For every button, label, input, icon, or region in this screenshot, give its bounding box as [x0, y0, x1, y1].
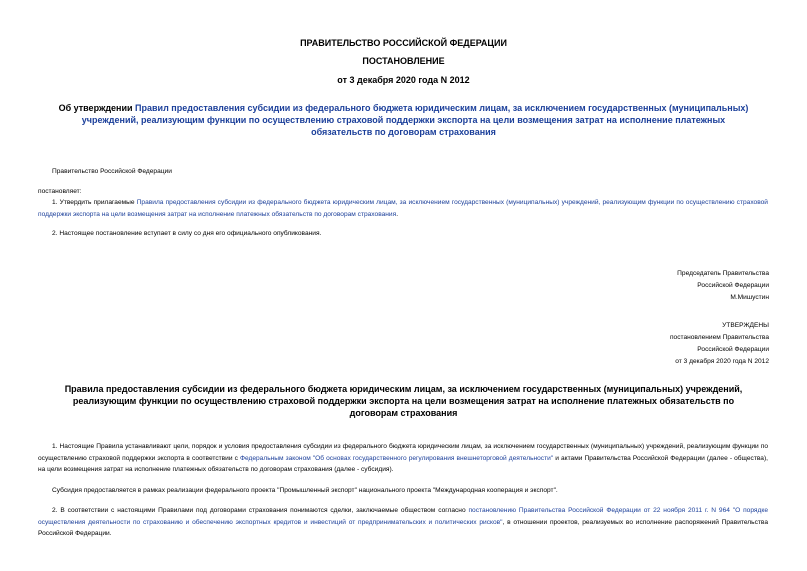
decrees-line: постановляет: [38, 188, 82, 195]
rules-p1-a: 1. Настоящие Правила устанавливают цели, порядок и условия предоставления субсидии из федерального бюджета юридическим лицам, за исключением государственных (муниципальных) учреждений, реализующим функции по осуществлению страховой поддержки экспорта в соответствии с [38, 443, 768, 462]
item-1 [38, 197, 768, 220]
rules-p3-b: , в отношении проектов, реализуемых во исполнение распоряжений Правительства Российской Федерации. [38, 518, 768, 537]
approved-line-1: УТВЕРЖДЕНЫ [722, 322, 769, 329]
document-type: ПОСТАНОВЛЕНИЕ [362, 56, 445, 66]
approved-line-4: от 3 декабря 2020 года N 2012 [675, 358, 769, 365]
document-date-number: от 3 декабря 2020 года N 2012 [337, 75, 470, 85]
rules-link[interactable]: Правила предоставления субсидии из федерального бюджета юридическим лицам, за исключением государственных (муниципальных) учреждений, реализующим функции по осуществлению страховой поддержки экспорта на цели возмещения затрат на исполнение платежных обязательств по договорам страхования [38, 199, 768, 218]
approved-block [670, 320, 769, 368]
rules-paragraph-3 [38, 505, 768, 540]
government-line: Правительство Российской Федерации [52, 168, 172, 175]
rules-paragraph-2: Субсидия предоставляется в рамках реализации федерального проекта "Промышленный экспорт" национального проекта "Международная кооперация и экспорт". [52, 487, 558, 494]
signature-block [677, 268, 769, 304]
title-prefix: Об утверждении [58, 103, 136, 113]
item-1-prefix: 1. Утвердить прилагаемые [52, 199, 137, 206]
title-link[interactable]: Правил предоставления субсидии из федерального бюджета юридическим лицам, за исключением государственных (муниципальных) учреждений, реализующим функции по осуществлению страховой поддержки экспорта на цели возмещения затрат на исполнение платежных обязательств по договорам страхования [81, 103, 749, 137]
rules-p1-b: и актами Правительства Российской Федерации (далее - общества), на цели возмещения затрат на исполнение платежных обязательств по договорам страхования (далее - субсидия). [38, 454, 768, 473]
document-title [58, 102, 749, 138]
federal-law-link[interactable]: Федеральным законом "Об основах государственного регулирования внешнеторговой деятельности" [239, 454, 554, 462]
item-1-suffix: . [396, 210, 399, 218]
resolution-964-link[interactable]: постановлению Правительства Российской Федерации от 22 ноября 2011 г. N 964 [468, 507, 730, 514]
rules-paragraph-1 [38, 441, 768, 476]
resolution-964-title-link[interactable]: "О порядке осуществления деятельности по страхованию и обеспечению экспортных кредитов и инвестиций от предпринимательских и политических рисков" [38, 507, 768, 526]
rules-p3-a: 2. В соответствии с настоящими Правилами под договорами страхования понимаются сделки, заключаемые обществом согласно [52, 507, 469, 514]
government-heading: ПРАВИТЕЛЬСТВО РОССИЙСКОЙ ФЕДЕРАЦИИ [300, 38, 507, 48]
signature-line-1: Председатель Правительства [677, 270, 769, 277]
approved-line-3: Российской Федерации [697, 346, 769, 353]
approved-line-2: постановлением Правительства [669, 334, 769, 341]
rules-title: Правила предоставления субсидии из федерального бюджета юридическим лицам, за исключением государственных (муниципальных) учреждений, реализующим функции по осуществлению страховой поддержки экспорта на цели возмещения затрат на исполнение платежных обязательств по договорам страхования [64, 384, 743, 418]
item-2: 2. Настоящее постановление вступает в силу со дня его официального опубликования. [52, 230, 322, 237]
signature-line-3: М.Мишустин [730, 294, 769, 301]
signature-line-2: Российской Федерации [697, 282, 769, 289]
